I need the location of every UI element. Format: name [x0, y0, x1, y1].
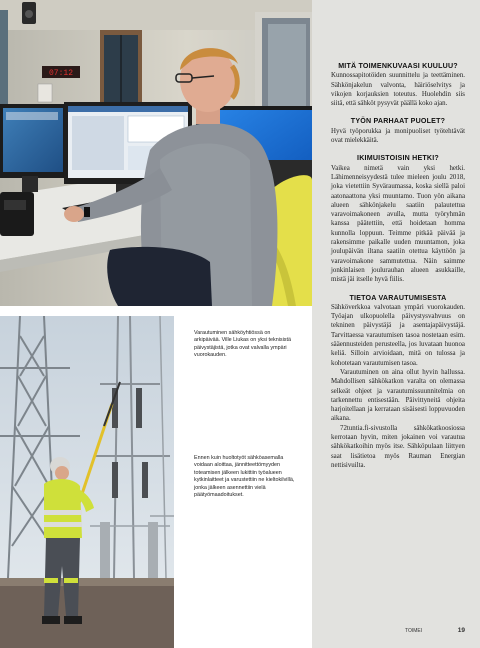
section-heading: MITÄ TOIMENKUVAASI KUULUU? — [338, 62, 458, 70]
section-heading: IKIMUISTOISIN HETKI? — [357, 154, 439, 163]
photo-caption-bottom: Ennen kuin huoltotyöt sähköasemalla voidaan aloittaa, jännitteettömyyden toteamisen jälkeen lukittiin työalueen kytkinlaitteet ja varustettiin ne kieltokilvillä, jonka jälkeen asennettiin vielä päätyömaadoitukset. — [194, 455, 295, 499]
section-paragraph: Hyvä työporukka ja monipuoliset työtehtävät ovat mielekkäitä. — [331, 127, 465, 145]
section-paragraph: 72tuntia.fi-sivustolla sähkökatkoosiossa kerrotaan hyvin, miten jokainen voi varautua sähkökatkoihin myös itse. Sähköpulaan liittyen saat lisätietoa myös Rauman Energian nettisivuilta. — [331, 424, 465, 469]
section-heading: TYÖN PARHAAT PUOLET? — [350, 117, 446, 126]
section-paragraph: Kunnossapitotöiden suunnittelu ja teettäminen. Sähkönjakelun valvonta, häiriöselvitys ja vikojen korjauksien toteutus. Huolehdin siis siitä, että sähköt pysyvät päällä koko ajan. — [331, 72, 465, 108]
section-paragraph: Vaikea nimetä vain yksi hetki. Lähimenneisyydestä tulee mieleen joulu 2018, joka vietettiin Syväraumassa, koska siellä paloi aatonaattona yksi muuntamo. Tuon yön aikana alueen sähkönjakelu saatiin palautettua varavoimakoneen avulla, mutta työryhmän kanssa päätettiin, että hoidetaan homma kunnolla loppuun. Teimme pitkää päivää ja rakensimme paikalle uuden muuntamon, joka joulupäivän iltana saatiin otettua käyttöön ja varavoimakone sammutettua. Näin saimme jonkinlaisen joulurauhan alueen asukkaille, mistä jäi itselle hyvä fiilis. — [331, 164, 465, 284]
section-paragraph: Sähköverkkoa valvotaan ympäri vuorokauden. Työajan ulkopuolella päivystysvahvuus on tekninen päivystäjä ja asentajapäivystäjä. Tarvittaessa varautumisen tasoa nostetaan esim. sääennusteiden perusteella, jos luvataan huonoa keliä. Silloin arvioidaan, mitä on tulossa ja kohotetaan varautumisen tasoa. — [331, 303, 465, 367]
wall-clock-display: 07:12 — [48, 69, 74, 78]
interview-sidebar — [331, 62, 465, 470]
page-footer — [405, 627, 465, 634]
footer-section-label: TOIMEI — [405, 628, 423, 634]
control-room-photo — [0, 0, 312, 306]
section-paragraph: Varautuminen on aina ollut hyvin hallussa. Mahdollisen sähkökatkon varalta on olemassa selkeät ohjeet ja varautumissuunnitelmia on tarkennettu entisestään. Päivittyneitä ohjeita harjoitellaan ja kerrataan sisäisesti loppuvuoden aikana. — [331, 368, 465, 423]
section-heading: TIETOA VARAUTUMISESTA — [349, 293, 447, 302]
photo-caption-top: Varautuminen sähköyhtiössä on arkipäivää. Ville Liukas on yksi teknisistä päivystäjistä, jotka ovat valvalla ympäri vuorokauden. — [194, 330, 291, 359]
page-number: 19 — [457, 627, 465, 634]
substation-photo — [0, 316, 174, 648]
